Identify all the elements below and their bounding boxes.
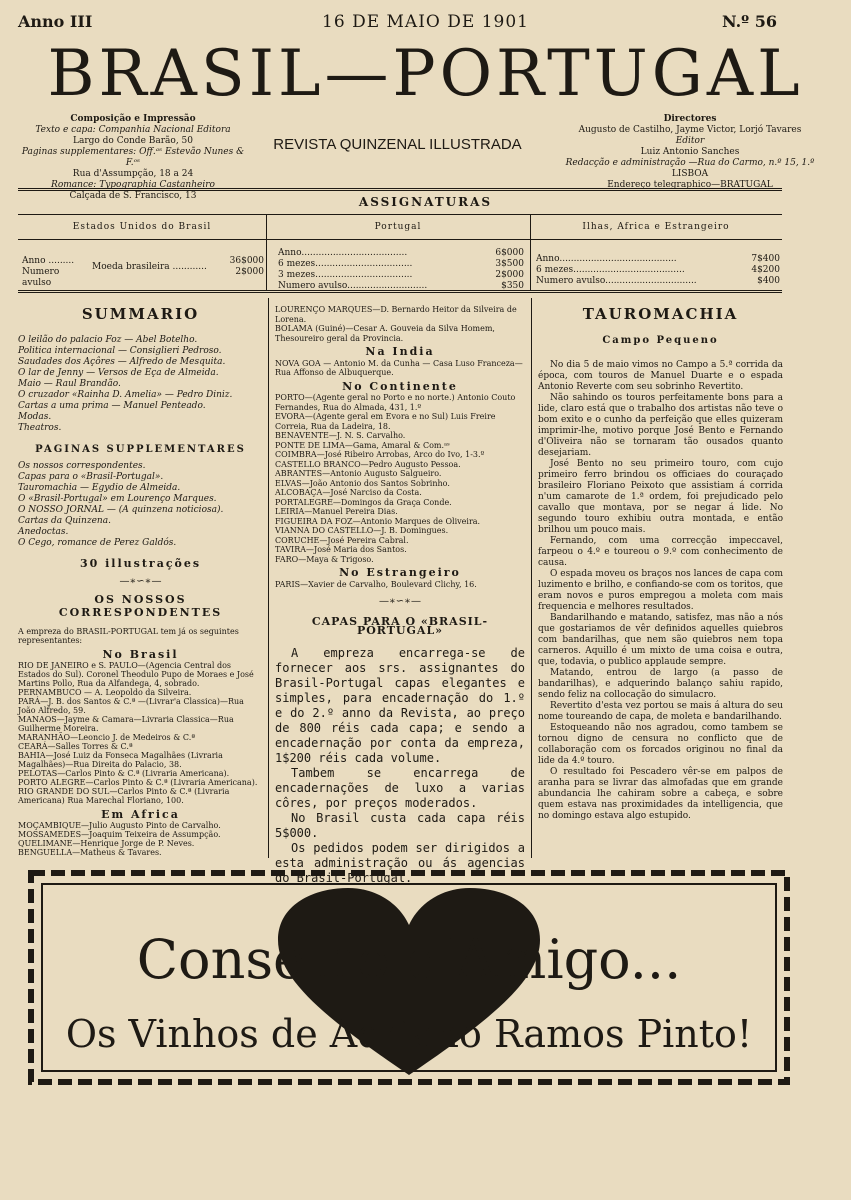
- advert-line-1: Conselho d'Amigo...: [136, 928, 682, 991]
- imprint-line: Romance: Typographia Castanheiro: [51, 180, 215, 190]
- paragraph: José Bento no seu primeiro touro, com cujo primeiro ferro brindou os officiaes do couraçado brasileiro Floriano Peixoto que assistiam á corrida n'um camarote de 1.ª ordem, foi prejudicado pelo cavallo que montava, por se negar á lide. No segundo touro exhibiu outra montada, e então brilhou um pouco mais.: [538, 459, 783, 535]
- row-label: 3 mezes..................................: [278, 270, 413, 280]
- list-item: BENAVENTE—J. N. S. Carvalho.: [275, 431, 406, 440]
- price: 4$200: [751, 265, 780, 275]
- imprint-line: Rua d'Assumpção, 18 a 24: [72, 169, 194, 179]
- directors-line: Luiz Antonio Sanches: [640, 147, 740, 157]
- list-item: Maio — Raul Brandão.: [18, 379, 121, 389]
- continente-heading: No Continente: [342, 379, 458, 393]
- paragraph: Estoqueando não nos agradou, como tambem se tornou digno de censura no conflicto que de collaboração com os forcados originou no final da lide da 4.º touro.: [538, 723, 783, 766]
- imprint-line: Largo do Conde Barão, 50: [72, 136, 193, 146]
- list-item: RIO DE JANEIRO e S. PAULO—(Agencia Central dos Estados do Sul). Coronel Theodulo Pupo de Moraes e José Martins Pollo, Rua da Alfandega, 4, sobrado.: [18, 661, 254, 688]
- advert-line-2: Os Vinhos de Adriano Ramos Pinto!: [65, 1012, 753, 1056]
- correspondents-column: [275, 305, 525, 886]
- divider: [530, 214, 531, 290]
- list-item: FIGUEIRA DA FOZ—Antonio Marques de Oliveira.: [275, 516, 481, 526]
- paragraph: No dia 5 de maio vimos no Campo a 5.ª corrida da época, com touros de Manuel Duarte e o espada Antonio Reverte com seu sobrinho Revertito.: [538, 360, 783, 392]
- price: 2$000: [495, 270, 524, 280]
- list-item: Anedoctas.: [18, 527, 69, 537]
- price: 36$000: [229, 256, 264, 266]
- summary-list: [18, 335, 263, 434]
- paragraph: Não sahindo os touros perfeitamente bons para a lide, claro está que o trabalho dos artistas não teve o bom exito e o cunho da perfeição que elles quizeram imprimir-lhe, motivo porque José Bento e Fernando d'Oliveira não se tornaram tão ousados quanto desejariam.: [538, 393, 783, 458]
- volume-label: Anno III: [18, 12, 93, 31]
- list-item: O lar de Jenny — Versos de Eça de Almeida.: [18, 368, 219, 378]
- list-item: MOÇAMBIQUE—Julio Augusto Pinto de Carvalho.: [18, 821, 221, 830]
- row-label: 6 mezes.......................................: [536, 265, 685, 275]
- subscriptions-col-brasil: Estados Unidos do Brasil: [18, 214, 266, 240]
- row-label: Numero avulso: [22, 267, 60, 288]
- divider: [18, 290, 782, 293]
- brasil-heading: No Brasil: [102, 648, 179, 661]
- paragraph: Revertito d'esta vez portou se mais á altura do seu nome toureando de capa, de moleta e bandarilhando.: [538, 701, 783, 722]
- list-item: PORTO—(Agente geral no Porto e no norte.) Antonio Couto Fernandes, Rua do Almada, 431, 1.º: [275, 393, 516, 412]
- paragraph: Bandarilhando e matando, satisfez, mas não a nós que gostariamos de vêr definidos aquelles quiebros com bandarilhas, que nem são quiebros nem topa carneros. Aquillo é um mixto de uma coisa e outra, que, todavia, o publico applaude sempre.: [538, 613, 783, 667]
- list-item: RIO GRANDE DO SUL—Carlos Pinto & C.ª (Livraria Americana) Rua Marechal Floriano, 100.: [18, 787, 230, 805]
- india-heading: Na India: [365, 345, 435, 358]
- price: 2$000: [235, 267, 264, 277]
- brasil-currency: Moeda brasileira ............: [92, 262, 207, 272]
- list-item: COIMBRA—José Ribeiro Arrobas, Arco do Ivo, 1-3.º: [275, 450, 485, 459]
- imprint-line: Calçada de S. Francisco, 13: [69, 191, 197, 201]
- paragraph: Fernando, com uma correcção impeccavel, farpeou o 4.º e toureou o 9.º com conhecimento de causa.: [538, 536, 783, 568]
- price: 7$400: [751, 254, 780, 264]
- list-item: Cartas da Quinzena.: [18, 516, 111, 526]
- list-item: FARO—Maya & Trigoso.: [275, 554, 374, 564]
- brasil-row-labels: [22, 256, 86, 289]
- list-item: TAVIRA—José Maria dos Santos.: [275, 545, 407, 554]
- paragraph: No Brasil custa cada capa réis 5$000.: [275, 810, 525, 840]
- list-item: EVORA—(Agente geral em Evora e no Sul) Luis Freire Correia, Rua da Ladeira, 18.: [275, 412, 496, 431]
- row-label: Numero avulso................................: [536, 276, 697, 286]
- list-item: CORUCHE—José Pereira Cabral.: [275, 535, 409, 545]
- list-item: MOSSAMEDES—Joaquim Teixeira de Assumpção.: [18, 830, 221, 839]
- imprint-line: Paginas supplementares: Off.ᵃˢ Estevão Nunes & F.ᵒˢ: [21, 147, 245, 168]
- list-item: BOLAMA (Guiné)—Cesar A. Gouveia da Silva Homem, Thesoureiro geral da Provincia.: [275, 324, 495, 343]
- correspondents-body: [18, 627, 263, 857]
- estrangeiro-heading: No Estrangeiro: [339, 566, 461, 579]
- imprint-line: Composição e Impressão: [70, 114, 196, 124]
- summary-column: [18, 305, 263, 857]
- capas-title: CAPAS PARA O «BRASIL-PORTUGAL»: [311, 614, 489, 637]
- tauromachia-title: TAUROMACHIA: [582, 305, 739, 323]
- correspondents-title: OS NOSSOS CORRESPONDENTES: [58, 593, 223, 619]
- list-item: ALCOBAÇA—José Narciso da Costa.: [275, 488, 422, 497]
- list-item: PORTO ALEGRE—Carlos Pinto & C.ª (Livraria Americana).: [18, 778, 258, 787]
- list-item: MARANHÃO—Leoncio J. de Medeiros & C.ª: [18, 733, 196, 742]
- list-item: O Cego, romance de Perez Galdós.: [18, 538, 177, 548]
- divider: [268, 298, 269, 858]
- list-item: PONTE DE LIMA—Gama, Amaral & Com.ᵃˢ: [275, 440, 450, 450]
- list-item: CASTELLO BRANCO—Pedro Augusto Pessoa.: [275, 459, 461, 469]
- list-item: LOURENÇO MARQUES—D. Bernardo Heitor da Silveira de Lorena.: [275, 305, 517, 324]
- directors-line: Directores: [663, 114, 717, 124]
- list-item: Modas.: [18, 412, 52, 422]
- portugal-row-labels: [278, 248, 488, 292]
- directors-line: Augusto de Castilho, Jayme Victor, Lorjó Tavares: [578, 125, 802, 135]
- list-item: PORTALEGRE—Domingos da Graça Conde.: [275, 497, 452, 507]
- capas-text: [275, 646, 525, 886]
- tauromachia-subtitle: Campo Pequeno: [602, 335, 719, 346]
- correspondents-intro: A empreza do BRASIL-PORTUGAL tem já os seguintes representantes:: [18, 627, 239, 645]
- list-item: Os nossos correspondentes.: [18, 461, 146, 471]
- imprint-line: Texto e capa: Companhia Nacional Editora: [35, 125, 231, 135]
- list-item: O NOSSO JORNAL — (A quinzena noticiosa).: [18, 505, 224, 515]
- subscriptions-col-ilhas: Ilhas, Africa e Estrangeiro: [530, 214, 782, 240]
- paragraph: O resultado foi Pescadero vêr-se em palpos de aranha para se livrar das almofadas que em grande abundancia lhe cahiram sobre a cabeça, e sobre quem estava nas proximidades da intelligencia, que no domingo estava algo estupido.: [538, 767, 783, 821]
- list-item: VIANNA DO CASTELLO—J. B. Domingues.: [275, 526, 449, 535]
- masthead-title: BRASIL—PORTUGAL: [47, 37, 804, 111]
- brasil-prices: [228, 256, 264, 278]
- list-item: Theatros.: [18, 423, 62, 433]
- supplementary-list: [18, 461, 263, 549]
- list-item: O leilão do palacio Foz — Abel Botelho.: [18, 335, 198, 345]
- list-item: BENGUELLA—Matheus & Tavares.: [18, 848, 162, 857]
- illustrations-count: 30 illustrações: [79, 557, 202, 570]
- ornament: —∗∽∗—: [379, 596, 421, 607]
- list-item: O cruzador «Rainha D. Amelia» — Pedro Diniz.: [18, 390, 233, 400]
- ornament: —∗∽∗—: [119, 576, 162, 587]
- supplementary-title: PAGINAS SUPPLEMENTARES: [35, 444, 246, 455]
- directors-line: Endereço telegraphico—BRATUGAL: [607, 180, 773, 190]
- row-label: Anno.........................................: [536, 254, 677, 264]
- directors-line: Redacção e administração —Rua do Carmo, n.º 15, 1.º: [565, 158, 815, 168]
- directors-block: [560, 114, 820, 191]
- paragraph: Os pedidos podem ser dirigidos a esta administração ou ás agencias do Brasil-Portugal.: [275, 840, 525, 885]
- portugal-prices: [490, 248, 524, 292]
- paragraph: Tambem se encarrega de encadernações de luxo a varias côres, por preços moderados.: [275, 765, 525, 810]
- row-label: Anno .........: [22, 256, 75, 266]
- list-item: LEIRIA—Manuel Pereira Dias.: [275, 507, 398, 516]
- list-item: ABRANTES—Antonio Augusto Salgueiro.: [275, 469, 442, 478]
- ilhas-prices: [740, 254, 780, 287]
- price: 6$000: [495, 248, 524, 258]
- list-item: Capas para o «Brasil-Portugal».: [18, 472, 164, 482]
- list-item: O «Brasil-Portugal» em Lourenço Marques.: [18, 494, 217, 504]
- row-label: Numero avulso............................: [278, 281, 428, 291]
- divider: [531, 298, 532, 858]
- list-item: Tauromachia — Egydio de Almeida.: [18, 483, 181, 493]
- masthead-subtitle: REVISTA QUINZENAL ILLUSTRADA: [273, 136, 522, 153]
- paragraph: A empreza encarrega-se de fornecer aos srs. assignantes do Brasil-Portugal capas elegantes e simples, para encadernação do 1.º e do 2.º anno da Revista, ao preço de 800 réis cada capa; e sendo a encadernação por conta da empreza, 1$200 réis cada volume.: [275, 645, 525, 765]
- subscriptions-heading: ASSIGNATURAS: [358, 195, 493, 209]
- list-item: BAHIA—José Luiz da Fonseca Magalhães (Livraria Magalhães)—Rua Direita do Palacio, 38.: [18, 751, 223, 769]
- list-item: CEARÁ—Salles Torres & C.ª: [18, 742, 133, 751]
- list-item: PARIS—Xavier de Carvalho, Boulevard Clichy, 16.: [275, 579, 477, 589]
- list-item: PERNAMBUCO — A. Leopoldo da Silveira.: [18, 688, 192, 697]
- issue-number: N.º 56: [721, 12, 777, 31]
- africa-heading: Em Africa: [101, 808, 180, 821]
- paragraph: Matando, entrou de largo (a passo de bandarilhas), e adquerindo balanço sahiu rapido, sendo feliz na collocação do simulacro.: [538, 668, 783, 700]
- issue-date: 16 DE MAIO DE 1901: [322, 12, 529, 32]
- summary-title: SUMMARIO: [81, 305, 200, 323]
- tauromachia-column: [538, 305, 783, 822]
- price: $350: [501, 281, 524, 291]
- list-item: ELVAS—João Antonio dos Santos Sobrinho.: [275, 478, 450, 488]
- paragraph: O espada moveu os braços nos lances de capa com luzimento e brilho, e confiando-se com os toritos, que eram novos e puros empregou a moleta com mais frequencia e melhores resultados.: [538, 569, 783, 612]
- divider: [266, 214, 267, 290]
- divider: [18, 188, 782, 191]
- row-label: 6 mezes..................................: [278, 259, 413, 269]
- list-item: Cartas a uma prima — Manuel Penteado.: [18, 401, 206, 411]
- list-item: PARÁ—J. B. dos Santos & C.ª —(Livrar'a Classica)—Rua João Alfredo, 59.: [18, 697, 244, 715]
- list-item: PELOTAS—Carlos Pinto & C.ª (Livraria Americana).: [18, 769, 230, 778]
- subscriptions-col-portugal: Portugal: [266, 214, 530, 240]
- list-item: QUELIMANE—Henrique Jorge de P. Neves.: [18, 839, 195, 848]
- list-item: MANAOS—Jayme & Camara—Livraria Classica—Rua Guilherme Moreira.: [18, 715, 234, 733]
- price: $400: [757, 276, 780, 286]
- directors-line: Editor: [675, 136, 705, 146]
- list-item: Politica internacional — Consiglieri Pedroso.: [18, 346, 222, 356]
- row-label: Anno.....................................: [278, 248, 408, 258]
- price: 3$500: [495, 259, 524, 269]
- directors-line: LISBOA: [671, 169, 709, 179]
- tauromachia-body: [538, 360, 783, 822]
- list-item: NOVA GOA — Antonio M. da Cunha — Casa Luso Franceza—Rua Affonso de Albuquerque.: [275, 358, 523, 377]
- list-item: Saudades dos Açôres — Alfredo de Mesquita.: [18, 357, 226, 367]
- ilhas-row-labels: [536, 254, 736, 287]
